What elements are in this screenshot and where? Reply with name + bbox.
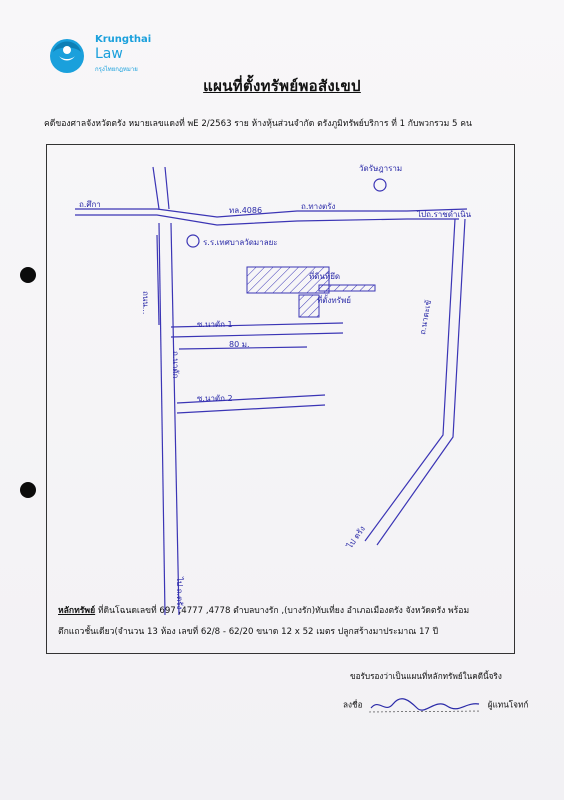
map-frame	[46, 144, 515, 654]
page-title: แผนที่ตั้งทรัพย์พอสังเขป	[203, 77, 361, 95]
description-line1	[58, 603, 469, 617]
logo-brand-line2: Law	[95, 46, 123, 62]
logo-brand-line1: Krungthai	[95, 34, 152, 45]
sign-suffix: ผู้แทนโจทก์	[487, 699, 529, 710]
logo-brand-sub: กรุงไทยกฎหมาย	[95, 66, 138, 73]
certify-text: ขอรับรองว่าเป็นแผนที่หลักทรัพย์ในคดีนี้จริง	[350, 671, 502, 681]
case-line: คดีของศาลจังหวัดตรัง หมายเลขแดงที่ พE 2/2563 ราย ห้างหุ้นส่วนจำกัด ตรังภูมิทรัพย์บริการ ที่ 1 กับพวกรวม 5 คน	[44, 119, 472, 129]
label-road-right: ไปถ.ราชดำเนิน	[417, 210, 472, 219]
label-road-junction: ทล.4086	[229, 206, 263, 215]
description-line2: ตึกแถวชั้นเดียว(จำนวน 13 ห้อง เลขที่ 62/8 - 62/20 ขนาด 12 x 52 เมตร ปลูกสร้างมาประมาณ 17 ปี	[58, 627, 439, 637]
handwritten-signature	[365, 694, 485, 716]
label-parcel: ที่ดินที่ยึด	[309, 272, 341, 281]
sign-prefix: ลงชื่อ	[343, 699, 363, 710]
school-marker-icon	[187, 235, 199, 247]
hand-drawn-map	[47, 145, 516, 655]
label-road-vertical-left: ถนน...	[141, 291, 150, 315]
garuda-emblem-icon	[45, 32, 89, 76]
label-school: ร.ร.เทศบาลวัดมาลยะ	[203, 238, 278, 247]
punch-hole-bottom	[20, 482, 36, 498]
label-road-vertical-mid: ถ.นาตัก	[171, 351, 180, 379]
label-distance: 80 ม.	[229, 340, 250, 349]
temple-marker-icon	[374, 179, 386, 191]
description-key: หลักทรัพย์	[58, 606, 96, 616]
description-text1: ที่ดินโฉนดเลขที่ 697 ,4777 ,4778 ตำบลบางรัก ,(บางรัก)ทับเที่ยง อำเภอเมืองตรัง จังหวัดตรัง พร้อม	[95, 606, 470, 616]
label-road-main: ถ.ทางตรัง	[301, 202, 336, 211]
label-road-left: ถ.ศึกา	[79, 200, 101, 209]
label-soi-1: ซ.นาตัก 1	[197, 320, 233, 329]
label-bottom-left: ไป ถ.ตรัง	[175, 577, 184, 610]
punch-hole-top	[20, 267, 36, 283]
label-bottom-right: ไป ตรัง	[345, 524, 368, 551]
building-shape	[299, 295, 319, 317]
signature-row	[343, 694, 528, 716]
label-road-diagonal: ถ.นาตะเข้	[418, 299, 434, 336]
label-temple: วัดรัษฎาราม	[359, 164, 403, 173]
label-soi-2: ซ.นาตัก 2	[197, 394, 233, 403]
label-building: ที่ตั้งทรัพย์	[317, 296, 351, 305]
